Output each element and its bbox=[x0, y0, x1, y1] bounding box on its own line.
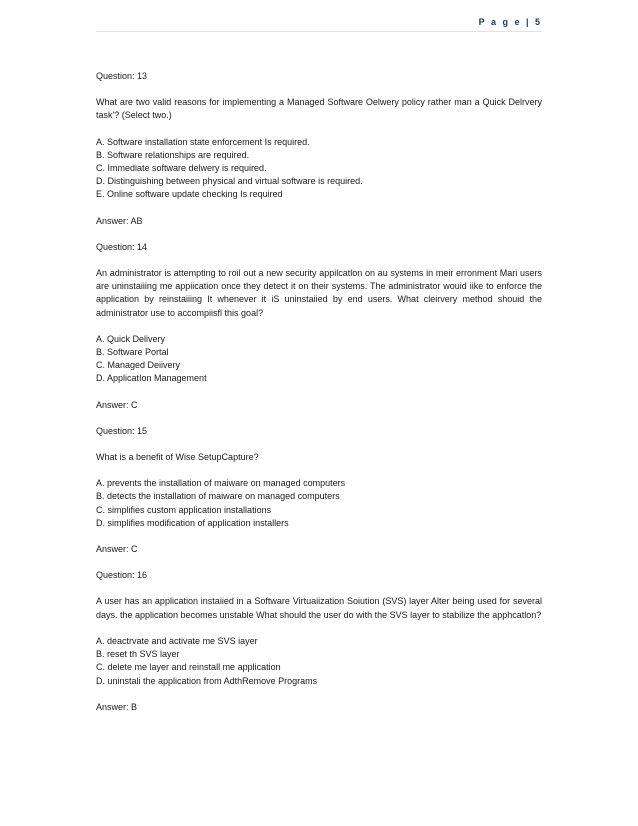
option-item: A. deactrvate and activate me SVS iayer bbox=[96, 635, 258, 646]
page-number-header: P a g e | 5 bbox=[478, 17, 542, 27]
option-item: D. simplifies modification of application installers bbox=[96, 517, 289, 528]
question-label: Question: 15 bbox=[96, 425, 148, 436]
answer-text: Answer: C bbox=[96, 399, 138, 410]
option-item: C. Immediate software delwery is required. bbox=[96, 163, 267, 174]
question-text: What are two valid reasons for implementing a Managed Software Oelwery policy rather man a Quick Delrvery task'? (Select two.) bbox=[96, 97, 542, 121]
option-item: C. delete me layer and reinstall me application bbox=[96, 662, 281, 673]
option-item: D. uninstali the application from AdthRemove Programs bbox=[96, 675, 318, 686]
question-text: An administrator is attempting to roil out a new security appilcatlon on au systems in meir erronment Mari users are uninstaiiing me appiication once they detect it on their systems. The administrator wouid iike to enforce the application by reinstaiiing It whenever it iS uninstaiied by end users. What cleirvery method shouid the administrator use to accompiisfl this goal? bbox=[96, 268, 542, 318]
question-block bbox=[96, 241, 542, 412]
answer-text: Answer: C bbox=[96, 544, 138, 555]
question-text: What is a benefit of Wise SetupCapture? bbox=[96, 452, 259, 463]
option-item: E. Online software update checking Is required bbox=[96, 189, 283, 200]
option-item: C. simplifies custom application installations bbox=[96, 504, 272, 515]
option-item: A. prevents the installation of maiware on managed computers bbox=[96, 478, 346, 489]
question-label: Question: 13 bbox=[96, 71, 148, 81]
question-block bbox=[96, 70, 542, 228]
option-item: D. Distinguishing between physical and virtual software is required. bbox=[96, 176, 363, 187]
header-divider bbox=[96, 31, 542, 32]
option-item: B. reset th SVS layer bbox=[96, 649, 180, 660]
options-list bbox=[96, 635, 542, 688]
option-item: B. detects the installation of maiware on managed computers bbox=[96, 491, 340, 502]
option-item: A. Quick Delivery bbox=[96, 333, 166, 344]
option-item: A. Software installation state enforcement Is required. bbox=[96, 136, 310, 147]
options-list bbox=[96, 477, 542, 530]
options-list bbox=[96, 333, 542, 386]
option-item: B. Software Portal bbox=[96, 347, 169, 358]
question-text: A user has an application instaiied in a Software Virtuaiization Soiution (SVS) layer Alter being used for several days. the application becomes unstable What should the user do with the SVS layer to stabilize the apphcatlon? bbox=[96, 596, 542, 620]
document-body bbox=[96, 70, 542, 727]
option-item: D. ApplicatIon Management bbox=[96, 373, 207, 384]
answer-text: Answer: AB bbox=[96, 215, 143, 226]
option-item: C. Managed Deiivery bbox=[96, 360, 181, 371]
option-item: B. Software relationships are required. bbox=[96, 149, 250, 160]
question-block bbox=[96, 425, 542, 556]
options-list bbox=[96, 136, 542, 202]
question-block bbox=[96, 569, 542, 714]
question-label: Question: 14 bbox=[96, 241, 148, 252]
answer-text: Answer: B bbox=[96, 701, 138, 712]
question-label: Question: 16 bbox=[96, 570, 148, 581]
